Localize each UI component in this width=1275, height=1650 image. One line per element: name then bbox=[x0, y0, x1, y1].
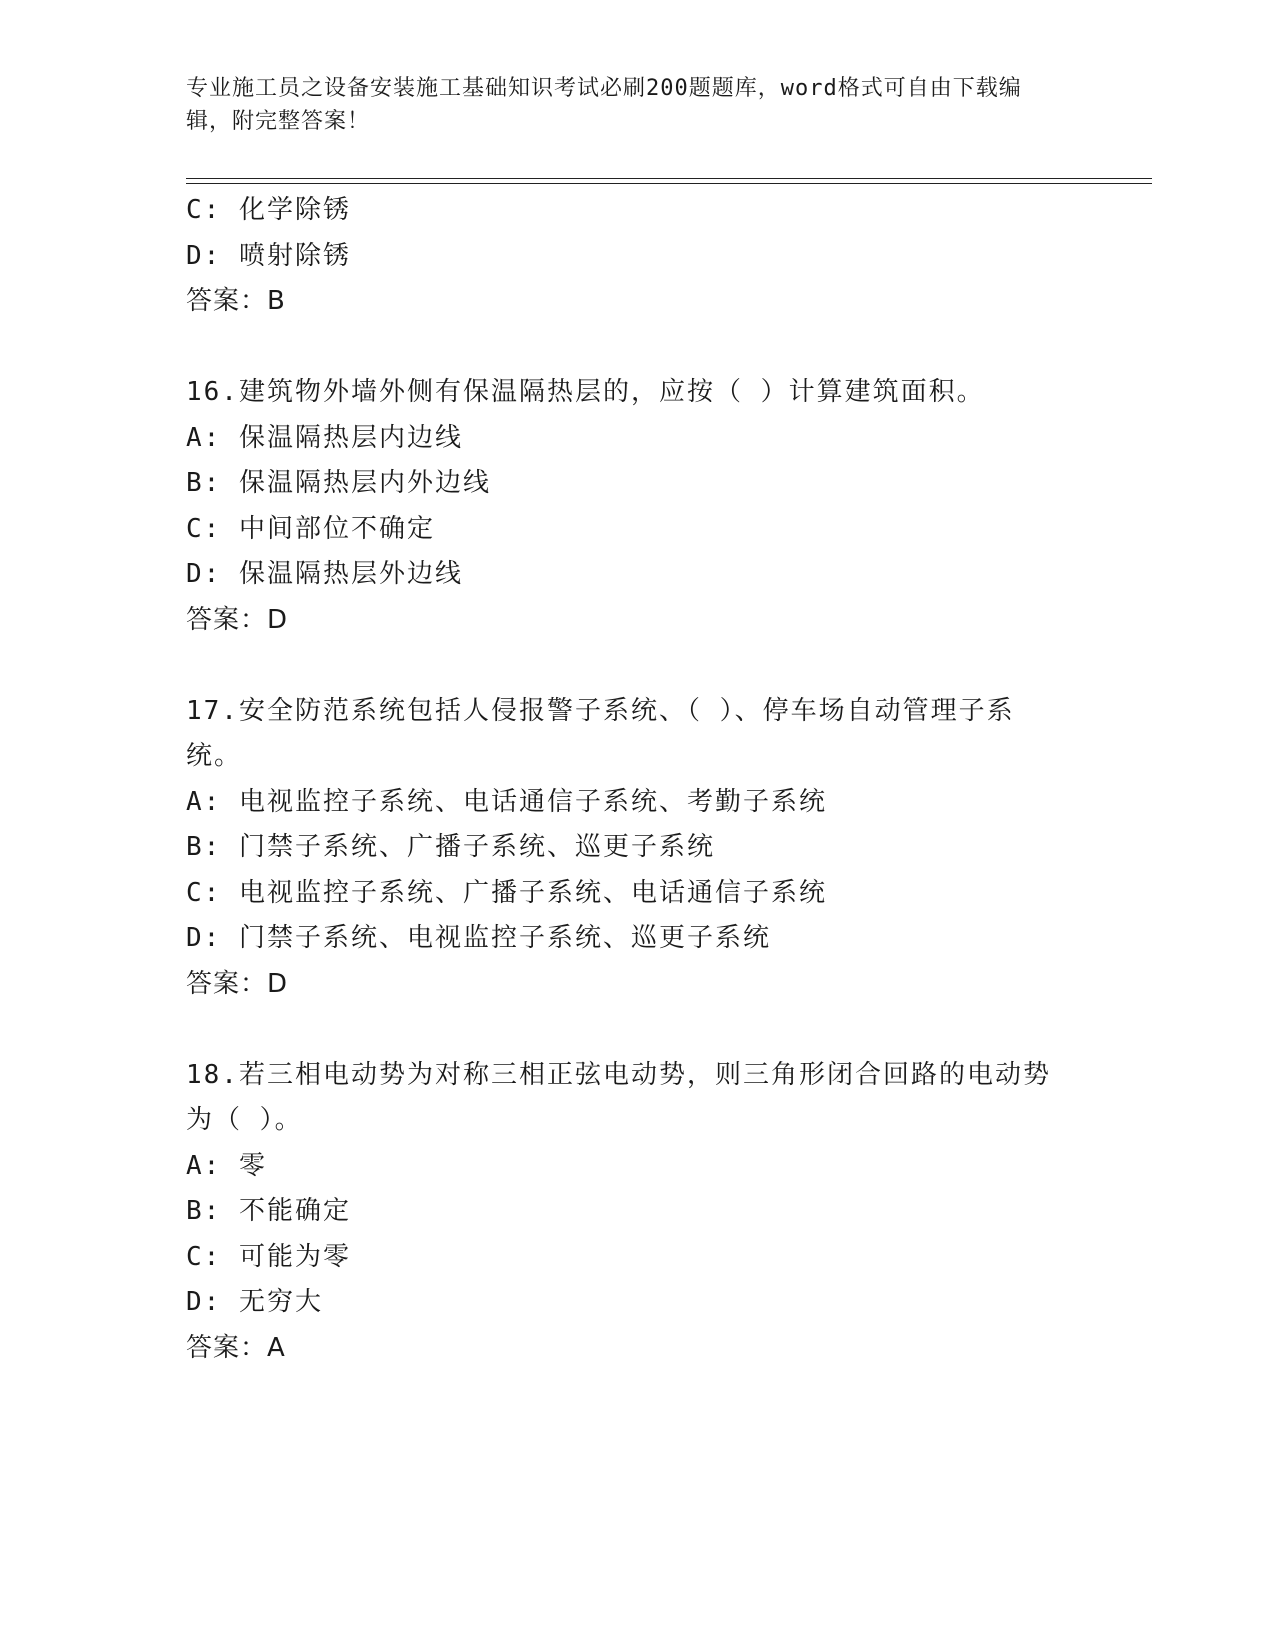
question-stem: 18.若三相电动势为对称三相正弦电动势，则三角形闭合回路的电动势为（ ）。 bbox=[186, 1059, 1051, 1135]
option-c: C: 电视监控子系统、广播子系统、电话通信子系统 bbox=[186, 877, 827, 908]
option-a: A: 零 bbox=[186, 1150, 267, 1181]
question-content bbox=[186, 188, 1086, 1371]
answer-line: 答案：A bbox=[186, 1332, 286, 1363]
option-c: C: 可能为零 bbox=[186, 1241, 351, 1272]
option-a: A: 电视监控子系统、电话通信子系统、考勤子系统 bbox=[186, 786, 827, 817]
question-17 bbox=[186, 689, 1086, 1008]
option-c: C: 化学除锈 bbox=[186, 195, 351, 225]
document-header-title: 专业施工员之设备安装施工基础知识考试必刷200题题库，word格式可自由下载编辑，附完整答案！ bbox=[186, 76, 1022, 134]
option-a: A: 保温隔热层内边线 bbox=[186, 422, 463, 453]
option-b: B: 不能确定 bbox=[186, 1196, 351, 1226]
question-18 bbox=[186, 1053, 1086, 1372]
answer-line: 答案：B bbox=[186, 286, 286, 316]
option-c: C: 中间部位不确定 bbox=[186, 513, 435, 544]
answer-line: 答案：D bbox=[186, 968, 289, 999]
option-d: D: 无穷大 bbox=[186, 1287, 323, 1317]
answer-line: 答案：D bbox=[186, 604, 289, 635]
header-divider-top bbox=[186, 178, 1152, 179]
option-d: D: 喷射除锈 bbox=[186, 240, 351, 271]
option-d: D: 门禁子系统、电视监控子系统、巡更子系统 bbox=[186, 923, 771, 953]
option-b: B: 保温隔热层内外边线 bbox=[186, 468, 491, 498]
spacer bbox=[186, 325, 1086, 371]
question-stem: 16.建筑物外墙外侧有保温隔热层的，应按（ ）计算建筑面积。 bbox=[186, 377, 985, 407]
spacer bbox=[186, 643, 1086, 689]
option-d: D: 保温隔热层外边线 bbox=[186, 559, 463, 589]
option-b: B: 门禁子系统、广播子系统、巡更子系统 bbox=[186, 832, 715, 862]
question-stem: 17.安全防范系统包括人侵报警子系统、（ ）、停车场自动管理子系统。 bbox=[186, 695, 1015, 771]
question-15-fragment bbox=[186, 188, 1086, 325]
header-divider-bottom bbox=[186, 183, 1152, 184]
question-16 bbox=[186, 370, 1086, 643]
spacer bbox=[186, 1007, 1086, 1053]
